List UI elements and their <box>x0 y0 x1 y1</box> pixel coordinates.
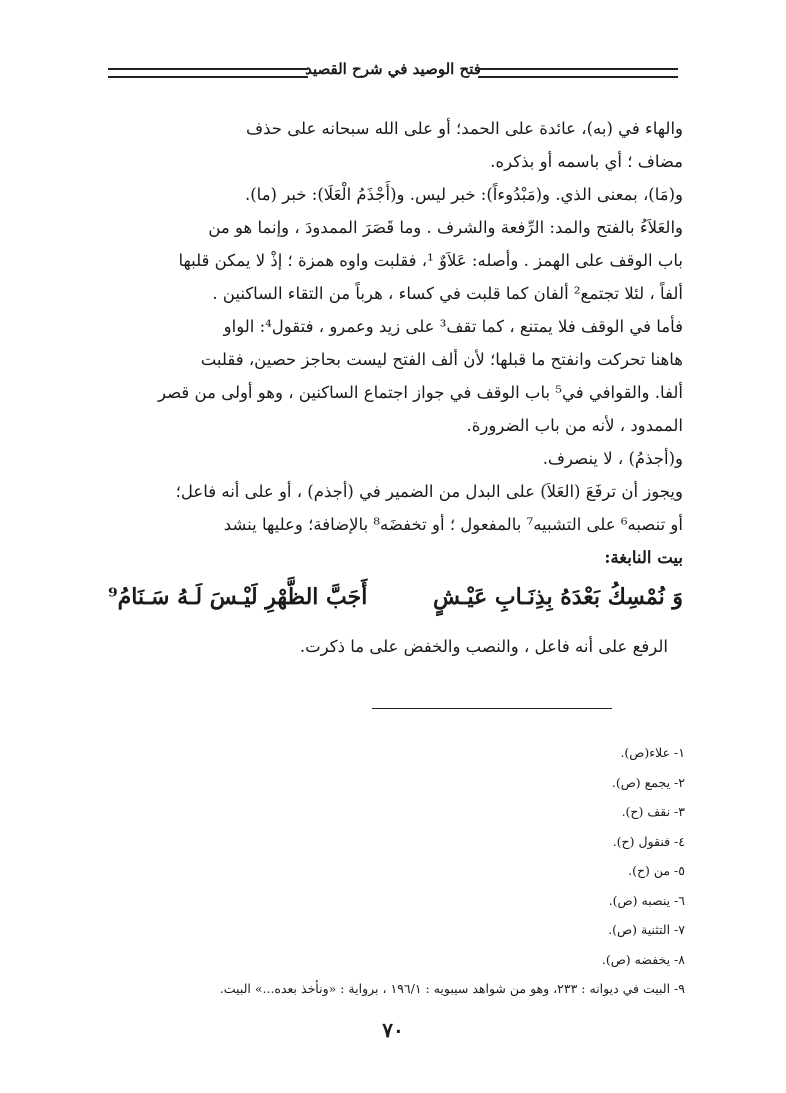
header-rule-right <box>478 68 678 78</box>
page-number: ٧٠ <box>382 1018 404 1042</box>
text-line: ألفا. والقوافي في⁵ باب الوقف في جواز اجتماع الساكنين ، وهو أولى من قصر <box>158 383 683 402</box>
text-line: والهاء في (به)، عائدة على الحمد؛ أو على الله سبحانه على حذف <box>246 119 683 138</box>
text-line: ويجوز أن ترفَعَ (العَلاَ) على البدل من الضمير في (أجذم) ، أو على أنه فاعل؛ <box>175 482 683 501</box>
verse-commentary: الرفع على أنه فاعل ، والنصب والخفض على ما ذكرت. <box>299 637 668 656</box>
text-line: هاهنا تحركت وانفتح ما قبلها؛ لأن ألف الفتح ليست بحاجز حصين، فقلبت <box>200 350 683 369</box>
verse-first-hemistich: وَ نُمْسِكُ بَعْدَهُ بِذِنَـابِ عَيْـشٍ <box>433 584 683 610</box>
footnote: ٣- نقف (ح). <box>621 804 685 819</box>
running-title: فتح الوصيد في شرح القصيد <box>305 60 481 78</box>
footnotes <box>140 738 685 1004</box>
running-header <box>108 58 678 88</box>
footnote: ٩- البيت في ديوانه : ٢٣٣، وهو من شواهد سيبويه : ١٩٦/١ ، برواية : «ونأخذ بعده...» البيت. <box>219 981 685 996</box>
text-line: بيت النابغة: <box>604 548 683 567</box>
footnote: ٧- التثنية (ص). <box>608 922 685 937</box>
text-line: أو تنصبه⁶ على التشبيه⁷ بالمفعول ؛ أو تخفضَه⁸ بالإضافة؛ وعليها ينشد <box>223 515 683 534</box>
main-text <box>108 112 683 574</box>
text-line: الممدود ، لأنه من باب الضرورة. <box>466 416 683 435</box>
verse-second-hemistich: أَجَبَّ الظَّهْرِ لَيْـسَ لَـهُ سَـنَامُ⁹ <box>108 584 368 610</box>
text-line: فأما في الوقف فلا يمتنع ، كما تقف³ على زيد وعمرو ، فتقول⁴: الواو <box>223 317 683 336</box>
footnote: ٥- من (ح). <box>628 863 685 878</box>
footnote: ١- علاء(ص). <box>620 745 685 760</box>
footnote: ٢- يجمع (ص). <box>611 774 685 790</box>
text-line: باب الوقف على الهمز . وأصله: عَلاَوٌ ¹، فقلبت واوه همزة ؛ إذْ لا يمكن قلبها <box>178 251 683 270</box>
footnote-separator <box>372 708 612 709</box>
footnote: ٦- ينصبه (ص). <box>608 892 685 908</box>
text-line: والعَلاَءُ بالفتح والمد: الرِّفعة والشرف . وما قَصَرَ الممدودَ ، وإنما هو من <box>208 218 683 237</box>
footnote: ٨- يخفضه (ص). <box>601 951 685 967</box>
text-line: ألفاً ، لئلا تجتمع² ألفان كما قلبت في كساء ، هرباً من التقاء الساكنين . <box>212 284 683 303</box>
text-line: و(أجذمُ) ، لا ينصرف. <box>542 449 683 468</box>
text-line: و(مَا)، بمعنى الذي. و(مَبْدُوءاً): خبر ليس. و(أَجْذَمُ الْعَلَا): خبر (ما). <box>245 185 683 204</box>
text-line: مضاف ؛ أي باسمه أو بذكره. <box>490 152 683 171</box>
footnote: ٤- فنقول (ح). <box>612 833 685 849</box>
poetry-verse <box>108 580 683 622</box>
